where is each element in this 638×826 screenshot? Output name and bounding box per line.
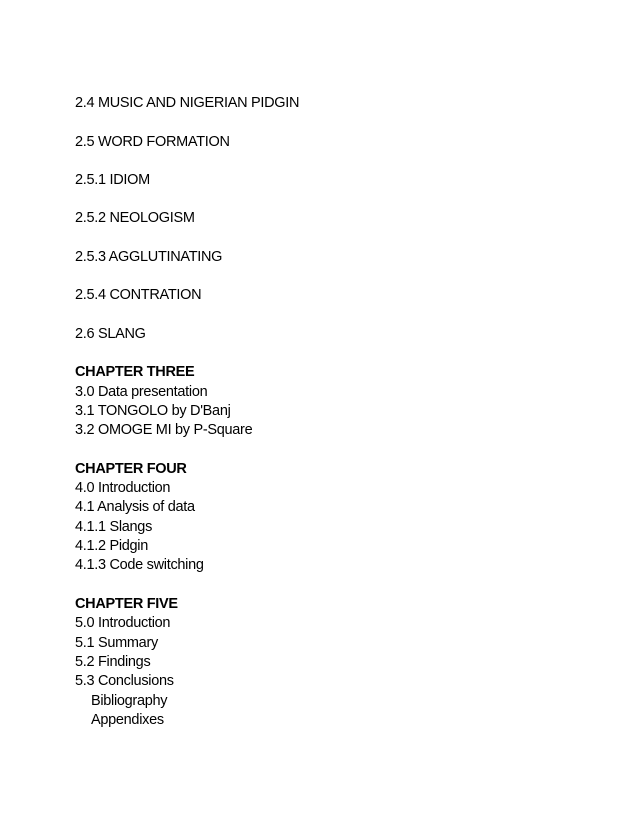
toc-entry: 3.1 TONGOLO by D'Banj (75, 403, 231, 419)
toc-entry: 2.6 SLANG (75, 326, 146, 342)
toc-entry: 4.1.1 Slangs (75, 519, 153, 535)
toc-entry: 5.2 Findings (75, 654, 151, 670)
toc-entry: 2.5 WORD FORMATION (75, 134, 230, 150)
toc-entry: 2.4 MUSIC AND NIGERIAN PIDGIN (75, 95, 300, 111)
toc-entry: 4.1 Analysis of data (75, 499, 195, 515)
toc-entry: 5.1 Summary (75, 635, 158, 651)
toc-entry: 2.5.2 NEOLOGISM (75, 210, 195, 226)
appendixes-entry: Appendixes (91, 712, 164, 728)
toc-entry: 2.5.1 IDIOM (75, 172, 150, 188)
toc-entry: 4.0 Introduction (75, 480, 171, 496)
toc-entry: 2.5.3 AGGLUTINATING (75, 249, 223, 265)
toc-entry: 5.3 Conclusions (75, 673, 174, 689)
toc-entry: 4.1.2 Pidgin (75, 538, 148, 554)
toc-entry: 5.0 Introduction (75, 615, 171, 631)
bibliography-entry: Bibliography (91, 693, 168, 709)
toc-entry: 4.1.3 Code switching (75, 557, 204, 573)
chapter-five-heading: CHAPTER FIVE (75, 596, 178, 612)
chapter-three-heading: CHAPTER THREE (75, 364, 195, 380)
toc-entry: 3.2 OMOGE MI by P-Square (75, 422, 253, 438)
chapter-four-heading: CHAPTER FOUR (75, 461, 187, 477)
toc-entry: 2.5.4 CONTRATION (75, 287, 202, 303)
toc-entry: 3.0 Data presentation (75, 384, 208, 400)
